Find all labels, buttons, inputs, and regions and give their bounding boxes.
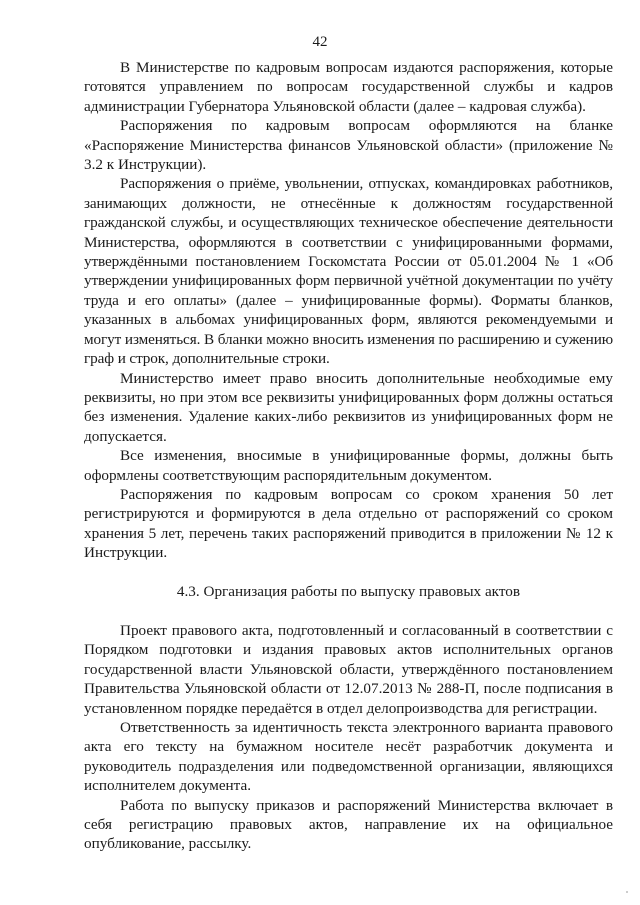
scan-artifact	[626, 891, 628, 893]
paragraph: В Министерстве по кадровым вопросам издаются распоряжения, которые готовятся управлением по вопросам государственной службы и кадров администрации Губернатора Ульяновской области (далее – кадровая служба).	[84, 59, 613, 115]
paragraph: Распоряжения по кадровым вопросам оформляются на бланке «Распоряжение Министерства финансов Ульяновской области» (приложение № 3.2 к Инструкции).	[84, 117, 613, 174]
paragraph: Проект правового акта, подготовленный и согласованный в соответствии с Порядком подготовки и издания правовых актов исполнительных органов государственной власти Ульяновской области, утверждённого постановлением Правительства Ульяновской области от 12.07.2013 № 288-П, после подписания в установленном порядке передаётся в отдел делопроизводства для регистрации.	[84, 621, 613, 717]
paragraph: Распоряжения о приёме, увольнении, отпусках, командировках работников, занимающих должности, не отнесённые к должностям государственной гражданской службы, и осуществляющих техническое обеспечение деятельности Министерства, оформляются в соответствии с унифицированными формами, утверждёнными постановлением Госкомстата России от 05.01.2004 № 1 «Об утверждении унифицированных форм первичной учётной документации по учёту труда и его оплаты» (далее – унифицированные формы). Форматы бланков, указанных в альбомах унифицированных форм, являются рекомендуемыми и могут изменяться. В бланки можно вносить изменения по расширению и сужению граф и строк, дополнительные строки.	[84, 175, 613, 368]
document-body	[84, 58, 613, 854]
paragraph: Работа по выпуску приказов и распоряжений Министерства включает в себя регистрацию правовых актов, направление их на официальное опубликование, рассылку.	[84, 796, 613, 853]
paragraph: Министерство имеет право вносить дополнительные необходимые ему реквизиты, но при этом все реквизиты унифицированных форм должны остаться без изменения. Удаление каких-либо реквизитов из унифицированных форм не допускается.	[84, 369, 613, 445]
page-number: 42	[312, 34, 328, 50]
paragraph: Все изменения, вносимые в унифицированные формы, должны быть оформлены соответствующим распорядительным документом.	[84, 447, 613, 484]
paragraph: Ответственность за идентичность текста электронного варианта правового акта его тексту на бумажном носителе несёт разработчик документа и руководитель подразделения или подведомственной организации, являющихся исполнителем документа.	[84, 719, 613, 795]
section-heading: 4.3. Организация работы по выпуску правовых актов	[176, 582, 521, 600]
paragraph: Распоряжения по кадровым вопросам со сроком хранения 50 лет регистрируются и формируются в дела отдельно от распоряжений со сроком хранения 5 лет, перечень таких распоряжений приводится в приложении № 12 к Инструкции.	[84, 485, 613, 562]
